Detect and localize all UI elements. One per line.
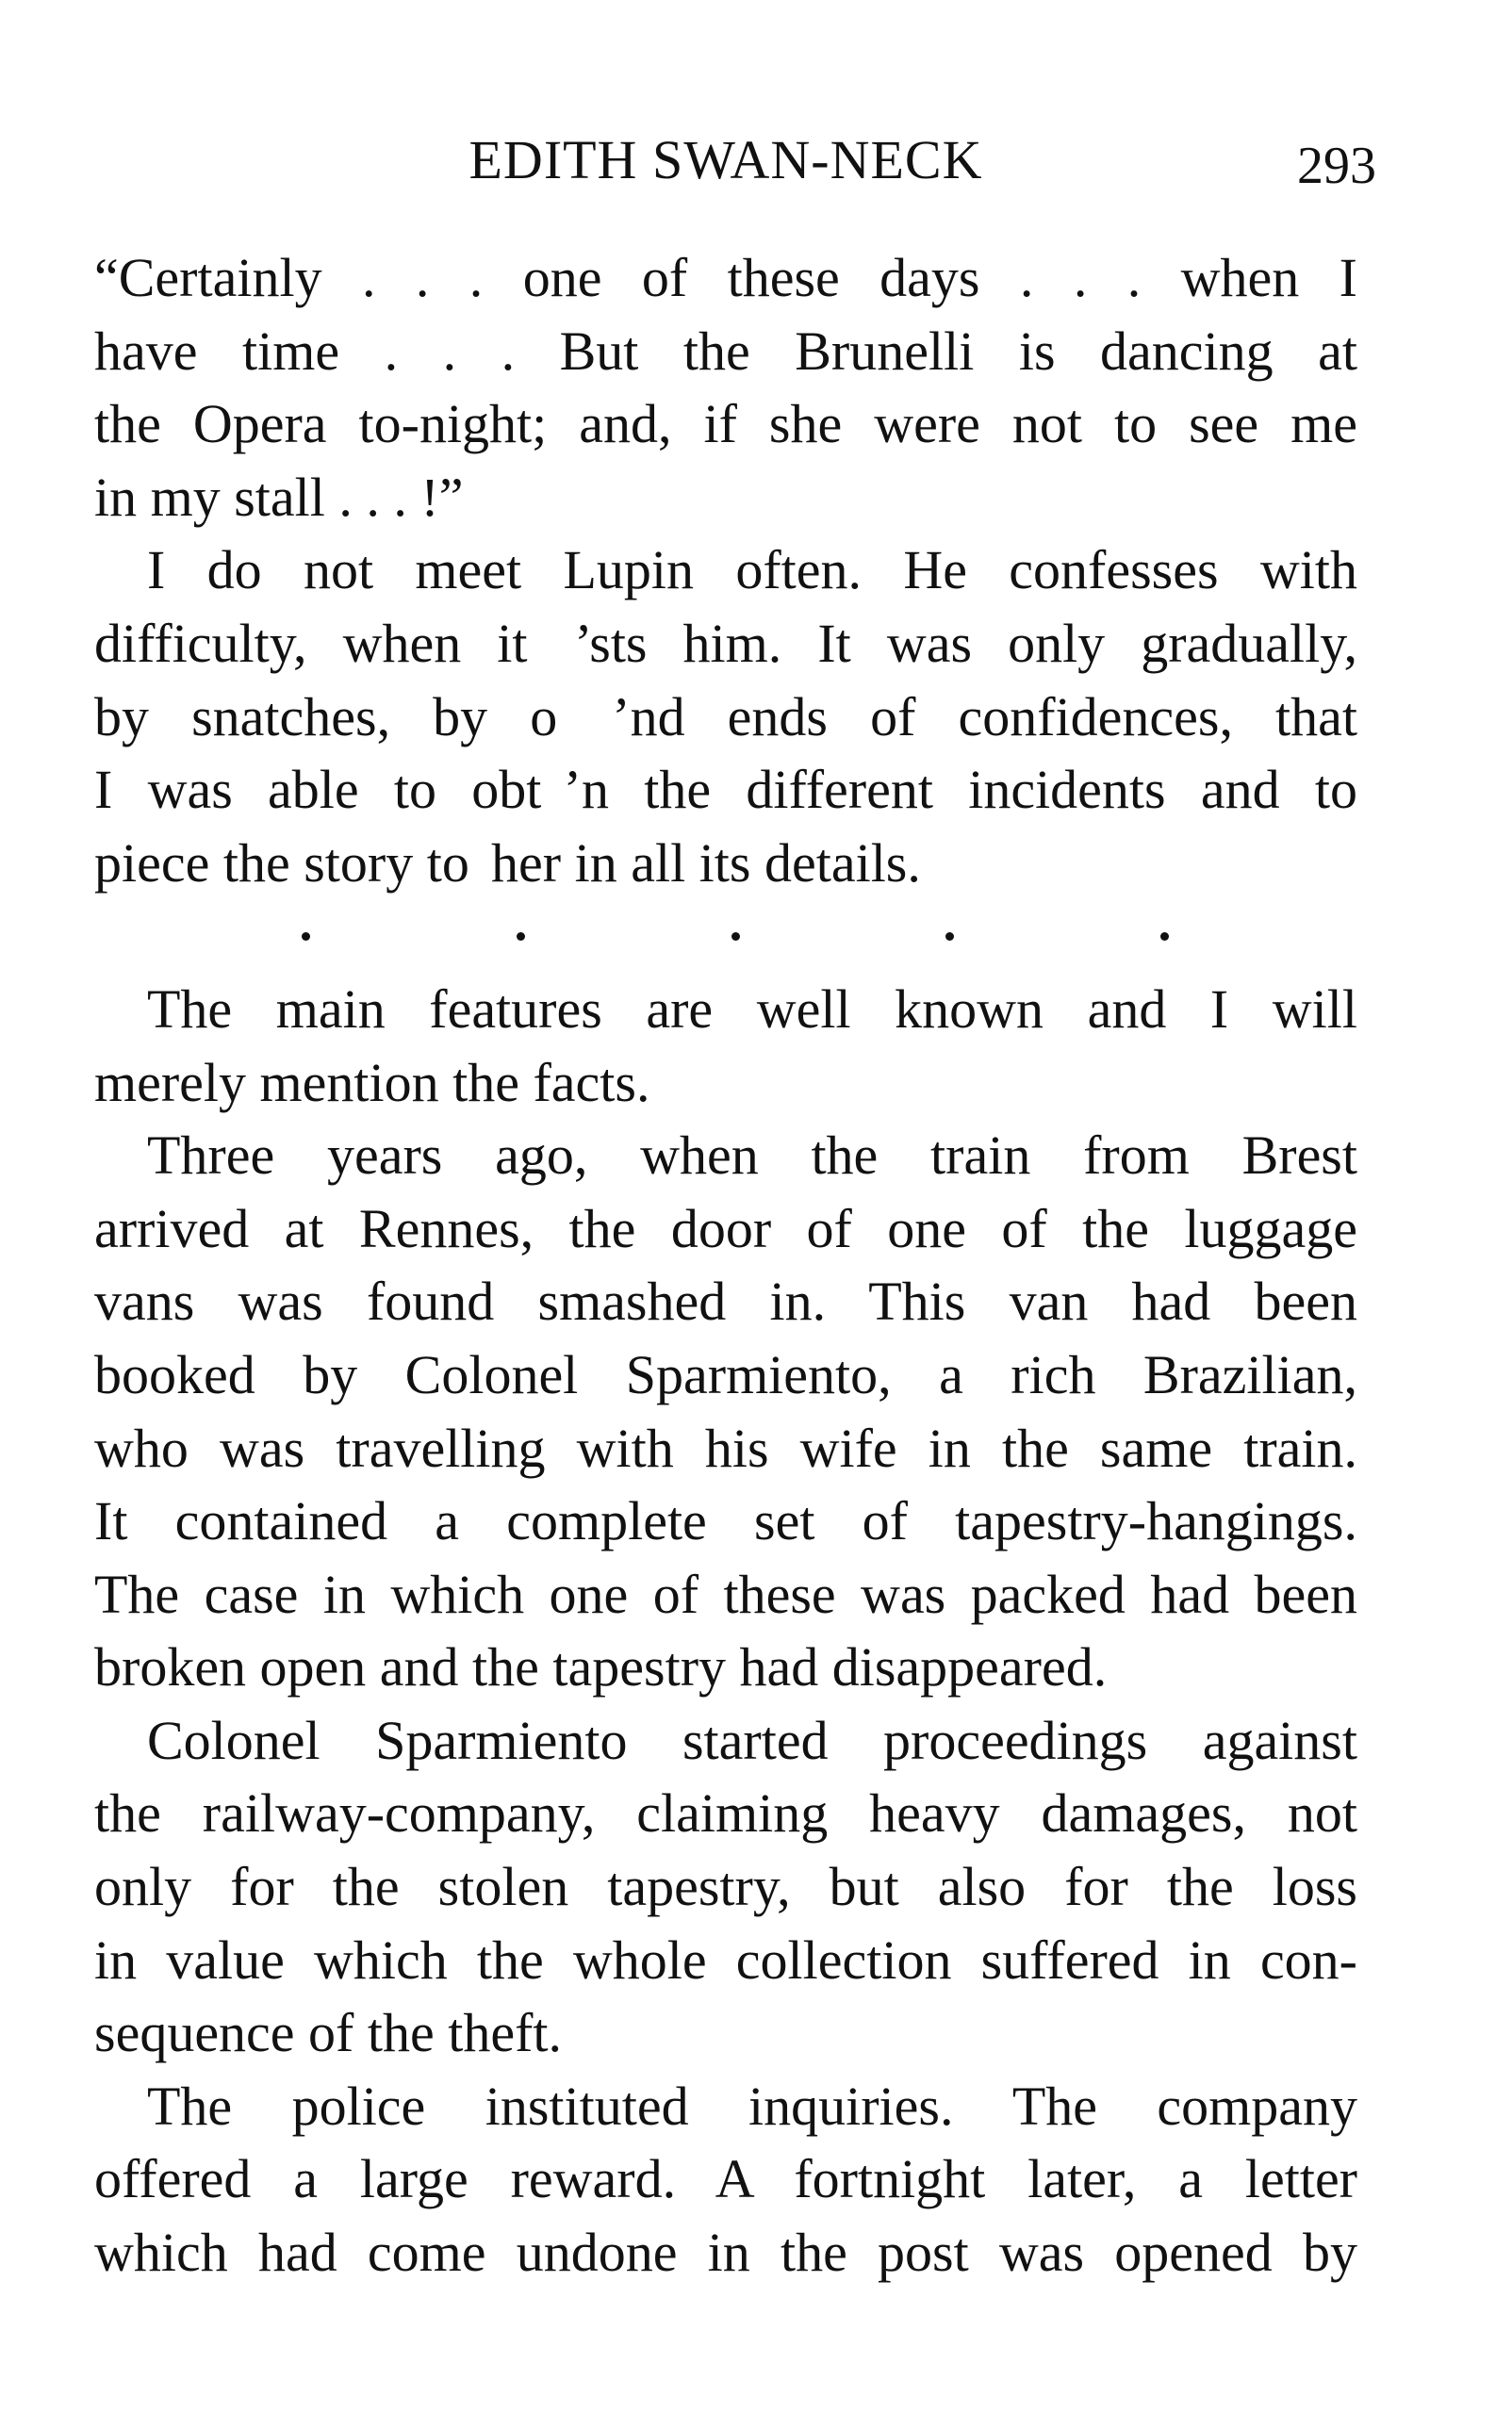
text-line: Three years ago, when the train from Brest: [147, 1124, 1357, 1187]
text-line: which had come undone in the post was opened by: [94, 2222, 1357, 2284]
text-line: vans was found smashed in. This van had been: [94, 1271, 1357, 1333]
paragraph-2: [94, 533, 1357, 899]
paragraph-6: [94, 2070, 1357, 2289]
text-line: offered a large reward. A fortnight later, a letter: [94, 2148, 1357, 2210]
text-line: The main features are well known and I will: [147, 977, 1357, 1040]
text-line: by snatches, by o ’nd ends of confidences, that: [94, 685, 1357, 747]
text-line: have time . . . But the Brunelli is dancing at: [94, 320, 1357, 382]
paragraph-5: [94, 1704, 1357, 2070]
text-line: arrived at Rennes, the door of one of the luggage: [94, 1197, 1357, 1259]
section-dot: [945, 932, 954, 941]
text-line: sequence of the theft.: [94, 2002, 563, 2064]
text-line: broken open and the tapestry had disappeared.: [94, 1636, 1108, 1699]
running-title: EDITH SWAN-NECK: [468, 129, 983, 190]
text-line: piece the story to her in all its details.: [94, 831, 921, 894]
text-line: booked by Colonel Sparmiento, a rich Brazilian,: [94, 1343, 1357, 1405]
section-dot: [731, 932, 740, 941]
text-line: the Opera to-night; and, if she were not to see me: [94, 393, 1357, 455]
text-line: The police instituted inquiries. The company: [147, 2075, 1357, 2137]
text-line: The case in which one of these was packed had been: [94, 1563, 1357, 1625]
text-line: only for the stolen tapestry, but also for the loss: [94, 1856, 1357, 1918]
running-head: [94, 118, 1376, 203]
section-dot: [517, 932, 525, 941]
text-line: the railway-company, claiming heavy damages, not: [94, 1782, 1357, 1845]
text-line: I do not meet Lupin often. He confesses with: [147, 539, 1357, 601]
text-line: I was able to obt ’n the different incidents and to: [94, 759, 1357, 821]
text-line: who was travelling with his wife in the same train.: [94, 1417, 1357, 1479]
text-line: in value which the whole collection suffered in con-: [94, 1928, 1357, 1991]
text-line: Colonel Sparmiento started proceedings against: [147, 1709, 1357, 1771]
text-line: merely mention the facts.: [94, 1051, 650, 1113]
text-line: It contained a complete set of tapestry-hangings.: [94, 1490, 1357, 1552]
page-number: 293: [1297, 137, 1376, 195]
section-dot: [302, 932, 310, 941]
body-text: [94, 241, 1357, 2289]
text-line: in my stall . . . !”: [94, 466, 464, 528]
text-line: “Certainly . . . one of these days . . . when I: [94, 247, 1357, 308]
section-break: [302, 899, 1169, 973]
text-line: difficulty, when it ’sts him. It was only gradually,: [94, 612, 1357, 674]
paragraph-1: [94, 241, 1357, 533]
paragraph-4: [94, 1119, 1357, 1704]
section-dot: [1160, 932, 1169, 941]
paragraph-3: [94, 973, 1357, 1119]
